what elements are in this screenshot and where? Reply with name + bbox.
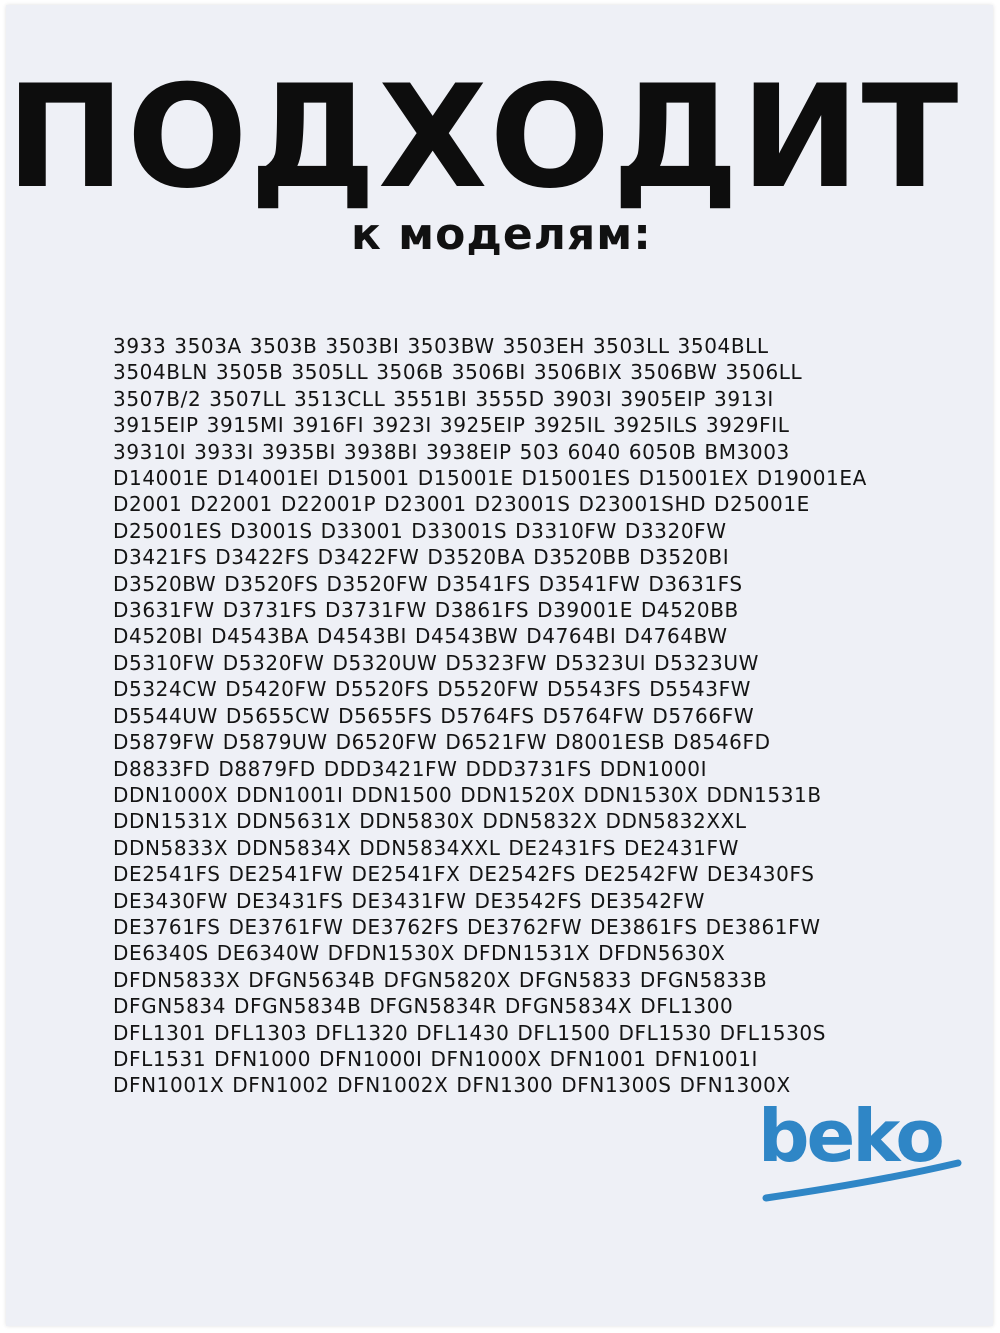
model-list-line: D3631FW D3731FS D3731FW D3861FS D39001E D4520BB [113, 598, 739, 623]
model-list-line: DFN1001X DFN1002 DFN1002X DFN1300 DFN1300S DFN1300X [113, 1073, 791, 1098]
page-subtitle: к моделям: [351, 209, 652, 260]
model-list-line: D3520BW D3520FS D3520FW D3541FS D3541FW D3631FS [113, 571, 743, 596]
model-list-line: DE3761FS DE3761FW DE3762FS DE3762FW DE3861FS DE3861FW [113, 914, 821, 939]
model-list-line: DDN5833X DDN5834X DDN5834XXL DE2431FS DE2431FW [113, 835, 739, 860]
model-list-line: DFGN5834 DFGN5834B DFGN5834R DFGN5834X DFL1300 [113, 994, 734, 1019]
model-list [113, 333, 913, 1099]
model-list-line: 3504BLN 3505B 3505LL 3506B 3506BI 3506BIX 3506BW 3506LL [113, 360, 803, 385]
model-list-line: D5544UW D5655CW D5655FS D5764FS D5764FW D5766FW [113, 703, 755, 728]
model-list-line: DE3430FW DE3431FS DE3431FW DE3542FS DE3542FW [113, 888, 706, 913]
model-list-line: D5324CW D5420FW D5520FS D5520FW D5543FS D5543FW [113, 677, 752, 702]
model-list-line: DE6340S DE6340W DFDN1530X DFDN1531X DFDN5630X [113, 941, 726, 966]
model-list-line: D8833FD D8879FD DDD3421FW DDD3731FS DDN1000I [113, 756, 708, 781]
model-list-line: D3421FS D3422FS D3422FW D3520BA D3520BB D3520BI [113, 545, 730, 570]
model-list-line: D5879FW D5879UW D6520FW D6521FW D8001ESB D8546FD [113, 730, 771, 755]
model-list-line: DDN1531X DDN5631X DDN5830X DDN5832X DDN5832XXL [113, 809, 747, 834]
model-list-line: D4520BI D4543BA D4543BI D4543BW D4764BI D4764BW [113, 624, 728, 649]
model-list-line: 39310I 3933I 3935BI 3938BI 3938EIP 503 6040 6050B BM3003 [113, 439, 790, 464]
model-list-line: DFDN5833X DFGN5634B DFGN5820X DFGN5833 DFGN5833B [113, 967, 768, 992]
model-list-line: DFL1531 DFN1000 DFN1000I DFN1000X DFN1001 DFN1001I [113, 1046, 759, 1071]
beko-logo [758, 1085, 968, 1205]
model-list-line: D25001ES D3001S D33001 D33001S D3310FW D3320FW [113, 518, 727, 543]
model-list-line: 3507B/2 3507LL 3513CLL 3551BI 3555D 3903I 3905EIP 3913I [113, 386, 774, 411]
beko-logo-graphic [758, 1085, 968, 1205]
model-list-line: 3933 3503A 3503B 3503BI 3503BW 3503EH 3503LL 3504BLL [113, 334, 769, 358]
model-list-line: DE2541FS DE2541FW DE2541FX DE2542FS DE2542FW DE3430FS [113, 862, 815, 887]
model-list-line: DDN1000X DDN1001I DDN1500 DDN1520X DDN1530X DDN1531B [113, 782, 822, 807]
page-title: ПОДХОДИТ [6, 55, 961, 220]
beko-wordmark: beko [758, 1094, 942, 1178]
model-list-line: 3915EIP 3915MI 3916FI 3923I 3925EIP 3925IL 3925ILS 3929FIL [113, 413, 790, 438]
model-list-line: D2001 D22001 D22001P D23001 D23001S D23001SHD D25001E [113, 492, 810, 517]
product-card [6, 5, 993, 1326]
model-list-line: D5310FW D5320FW D5320UW D5323FW D5323UI D5323UW [113, 650, 759, 675]
model-list-line: DFL1301 DFL1303 DFL1320 DFL1430 DFL1500 DFL1530 DFL1530S [113, 1020, 827, 1045]
model-list-line: D14001E D14001EI D15001 D15001E D15001ES D15001EX D19001EA [113, 466, 867, 491]
